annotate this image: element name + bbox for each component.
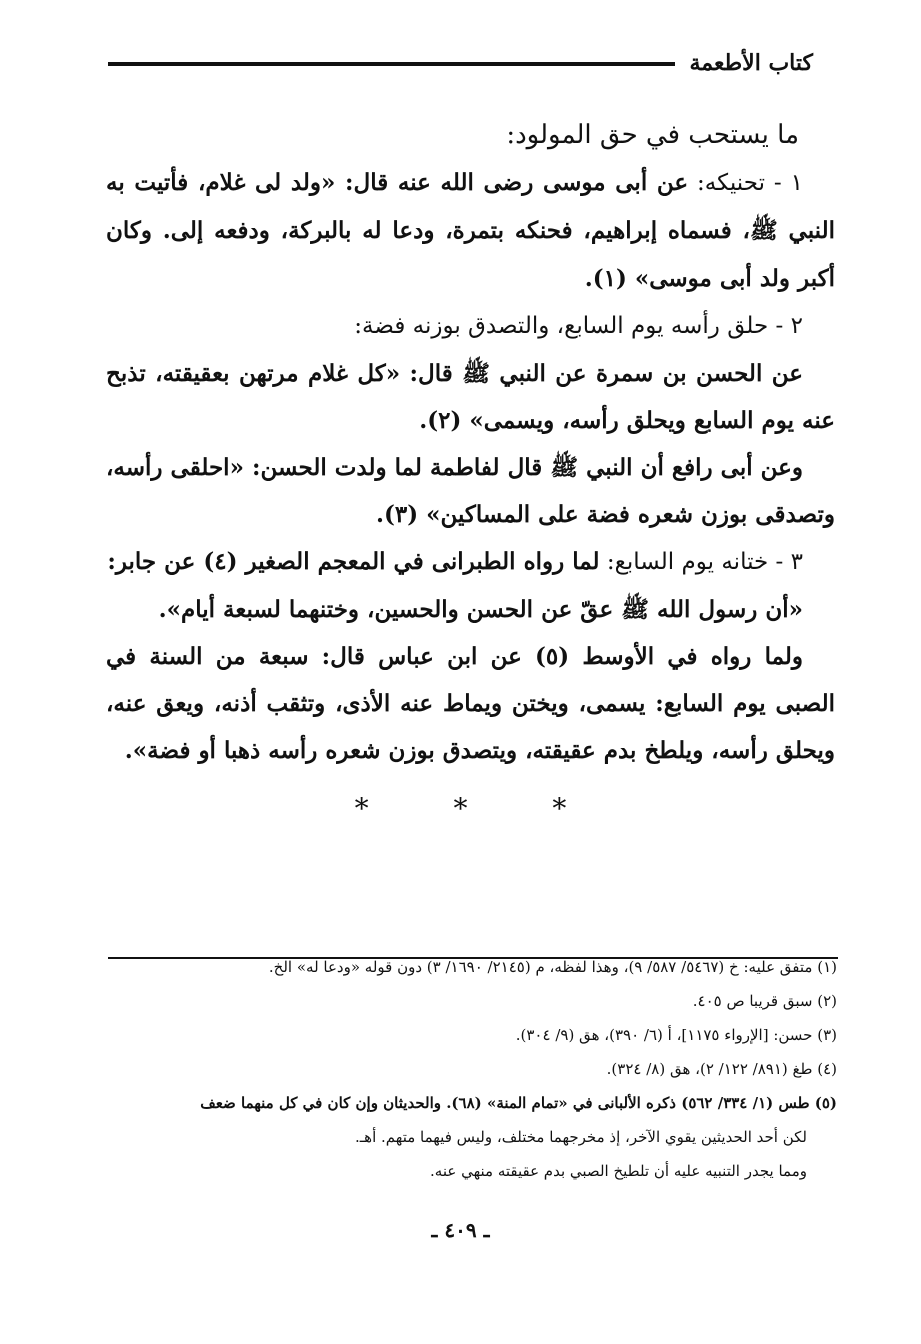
hadith-samurah: عن الحسن بن سمرة عن النبي ﷺ قال: «كل غلام مرتهن بعقيقته، تذبح عنه يوم السابع ويحلق رأسه، ويسمى» (٢). xyxy=(106,360,835,434)
footnote-4: (٤) طغ (٨٩١/ ١٢٢/ ٢)، هق (٨/ ٣٢٤). xyxy=(606,1060,837,1078)
paragraph-lead: ١ - تحنيكه: xyxy=(688,170,803,196)
footnotes xyxy=(110,950,837,1188)
paragraph-circumcision xyxy=(106,538,835,586)
header-rule xyxy=(108,62,675,66)
hadith-abu-musa: عن أبى موسى رضى الله عنه قال: «ولد لى غلام، فأتيت به النبي ﷺ، فسماه إبراهيم، فحنكه بتمرة، ودعا له بالبركة، ودفعه إلى. وكان أكبر ولد أبى موسى» (١). xyxy=(106,169,835,292)
footnote-5-note: ومما يجدر التنبيه عليه أن تلطيخ الصبي بدم عقيقته منهي عنه. xyxy=(430,1162,807,1180)
footnote-5: (٥) طس (١/ ٣٣٤/ ٥٦٢) ذكره الألبانى في «تمام المنة» (٦٨). والحديثان وإن كان في كل منهما ضعف xyxy=(200,1094,837,1112)
section-separator: * * * xyxy=(354,792,605,825)
hadith-ibn-abbas: ولما رواه في الأوسط (٥) عن ابن عباس قال: سبعة من السنة في الصبى يوم السابع: يسمى، ويختن ويماط عنه الأذى، وتثقب أذنه، ويعق عنه، ويحلق رأسه، ويلطخ بدم عقيقته، ويتصدق بوزن شعره رأسه ذهبا أو فضة». xyxy=(106,643,835,764)
book-title: كتاب الأطعمة xyxy=(689,50,813,76)
paragraph-tahneek xyxy=(106,159,835,303)
hadith-abu-rafi: وعن أبى رافع أن النبي ﷺ قال لفاطمة لما ولدت الحسن: «احلقى رأسه، وتصدقى بوزن شعره فضة على المساكين» (٣). xyxy=(106,454,835,528)
paragraph-lead: ٣ - ختانه يوم السابع: xyxy=(599,549,803,575)
tabarani-note: لما رواه الطبرانى في المعجم الصغير (٤) عن جابر: xyxy=(107,548,600,575)
hadith-jabir: «أن رسول الله ﷺ عقّ عن الحسن والحسين، وختنهما لسبعة أيام». xyxy=(158,596,803,623)
footnote-2: (٢) سبق قريبا ص ٤٠٥. xyxy=(692,992,837,1010)
footnote-3: (٣) حسن: [الإرواء ١١٧٥]، أ (٦/ ٣٩٠)، هق (٩/ ٣٠٤). xyxy=(515,1026,837,1044)
footnote-5-continuation: لكن أحد الحديثين يقوي الآخر، إذ مخرجهما مختلف، وليس فيهما متهم. أهـ. xyxy=(355,1128,807,1146)
section-heading: ما يستحب في حق المولود: xyxy=(506,120,799,150)
page-number: ـ ٤٠٩ ـ xyxy=(431,1218,490,1242)
paragraph-shaving-head: ٢ - حلق رأسه يوم السابع، والتصدق بوزنه فضة: xyxy=(354,313,803,339)
footnote-1: (١) متفق عليه: خ (٥٤٦٧/ ٥٨٧/ ٩)، وهذا لفظه، م (٢١٤٥/ ١٦٩٠/ ٣) دون قوله «ودعا له» الخ. xyxy=(268,958,837,976)
running-header xyxy=(108,48,813,78)
main-text xyxy=(106,112,835,774)
